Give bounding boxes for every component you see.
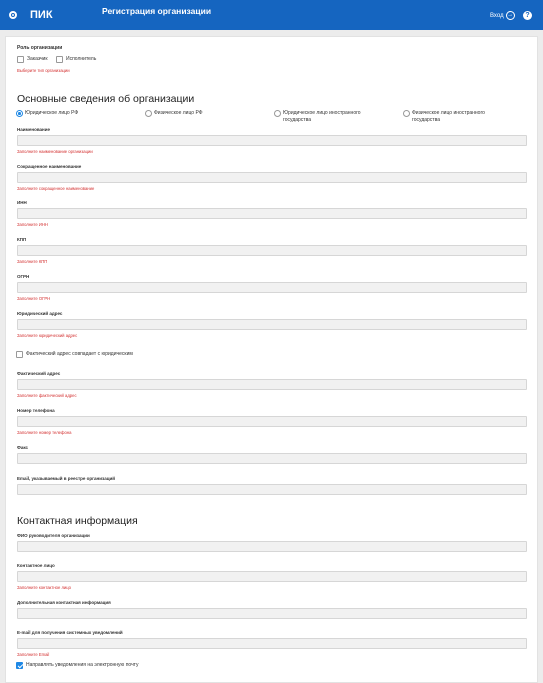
field-label-registry-email: Email, указываемый в реестре организаций xyxy=(17,476,115,481)
role-title: Роль организации xyxy=(17,45,63,51)
org-type-radio-physical-rf[interactable] xyxy=(145,110,152,117)
legal-address-error: Заполните юридический адрес xyxy=(17,333,78,338)
login-button[interactable] xyxy=(490,11,515,20)
field-label-notify-email: E-mail для получения системных уведомлений xyxy=(17,630,123,635)
org-type-label: Юридическое лицо РФ xyxy=(25,110,79,116)
org-type-radio-legal-rf[interactable] xyxy=(16,110,23,117)
app-header xyxy=(0,0,543,30)
role-executor-checkbox[interactable] xyxy=(56,56,63,63)
role-customer-checkbox[interactable] xyxy=(17,56,24,63)
fax-input[interactable] xyxy=(17,453,527,464)
same-address-label: Фактический адрес совпадает с юридическим xyxy=(26,351,133,357)
registry-email-input[interactable] xyxy=(17,484,527,495)
field-label-kpp: КПП xyxy=(17,237,27,242)
ogrn-error: Заполните ОГРН xyxy=(17,296,51,301)
field-label-phone: Номер телефона xyxy=(17,408,55,413)
director-name-input[interactable] xyxy=(17,541,527,552)
org-type-label: Физическое лицо иностранного государства xyxy=(412,110,485,123)
field-label-short-name: Сокращенное наименование xyxy=(17,164,82,169)
field-label-ogrn: ОГРН xyxy=(17,274,30,279)
field-label-legal-address: Юридический адрес xyxy=(17,311,63,316)
brand-name[interactable]: ПИК xyxy=(30,9,53,21)
role-customer-label: Заказчик xyxy=(27,56,48,62)
logo-icon xyxy=(9,11,17,19)
short-name-error: Заполните сокращенное наименование xyxy=(17,186,95,191)
role-executor-label: Исполнитель xyxy=(66,56,97,62)
org-type-label: Физическое лицо РФ xyxy=(154,110,203,116)
inn-input[interactable] xyxy=(17,208,527,219)
role-error: Выберите тип организации xyxy=(17,68,70,73)
org-type-radio-physical-foreign[interactable] xyxy=(403,110,410,117)
login-icon: → xyxy=(507,12,514,18)
contact-person-error: Заполните контактное лицо xyxy=(17,585,71,590)
field-label-contact-person: Контактное лицо xyxy=(17,563,55,568)
inn-error: Заполните ИНН xyxy=(17,222,48,227)
name-input[interactable] xyxy=(17,135,527,146)
short-name-input[interactable] xyxy=(17,172,527,183)
email-notify-label: Направлять уведомления на электронную почту xyxy=(26,662,139,668)
actual-address-input[interactable] xyxy=(17,379,527,390)
field-label-additional-contact: Дополнительная контактная информация xyxy=(17,600,111,605)
kpp-error: Заполните КПП xyxy=(17,259,48,264)
actual-address-error: Заполните фактический адрес xyxy=(17,393,77,398)
kpp-input[interactable] xyxy=(17,245,527,256)
phone-error: Заполните номер телефона xyxy=(17,430,72,435)
contact-section-title: Контактная информация xyxy=(17,515,138,527)
name-error: Заполните наименование организации xyxy=(17,149,93,154)
notify-email-error: Заполните Email xyxy=(17,652,50,657)
field-label-inn: ИНН xyxy=(17,200,27,205)
legal-address-input[interactable] xyxy=(17,319,527,330)
org-type-radio-legal-foreign[interactable] xyxy=(274,110,281,117)
same-address-checkbox[interactable] xyxy=(16,351,23,358)
field-label-actual-address: Фактический адрес xyxy=(17,371,61,376)
phone-input[interactable] xyxy=(17,416,527,427)
field-label-director-name: ФИО руководителя организации xyxy=(17,533,90,538)
additional-contact-input[interactable] xyxy=(17,608,527,619)
registration-form xyxy=(5,36,538,683)
main-section-title: Основные сведения об организации xyxy=(17,93,195,105)
help-icon[interactable]: ? xyxy=(523,11,532,20)
login-label: Вход xyxy=(490,12,504,19)
field-label-name: Наименование xyxy=(17,127,51,132)
email-notify-checkbox[interactable] xyxy=(16,662,23,669)
page-title: Регистрация организации xyxy=(102,6,212,16)
org-type-label: Юридическое лицо иностранного государства xyxy=(283,110,361,123)
ogrn-input[interactable] xyxy=(17,282,527,293)
notify-email-input[interactable] xyxy=(17,638,527,649)
contact-person-input[interactable] xyxy=(17,571,527,582)
field-label-fax: Факс xyxy=(17,445,29,450)
